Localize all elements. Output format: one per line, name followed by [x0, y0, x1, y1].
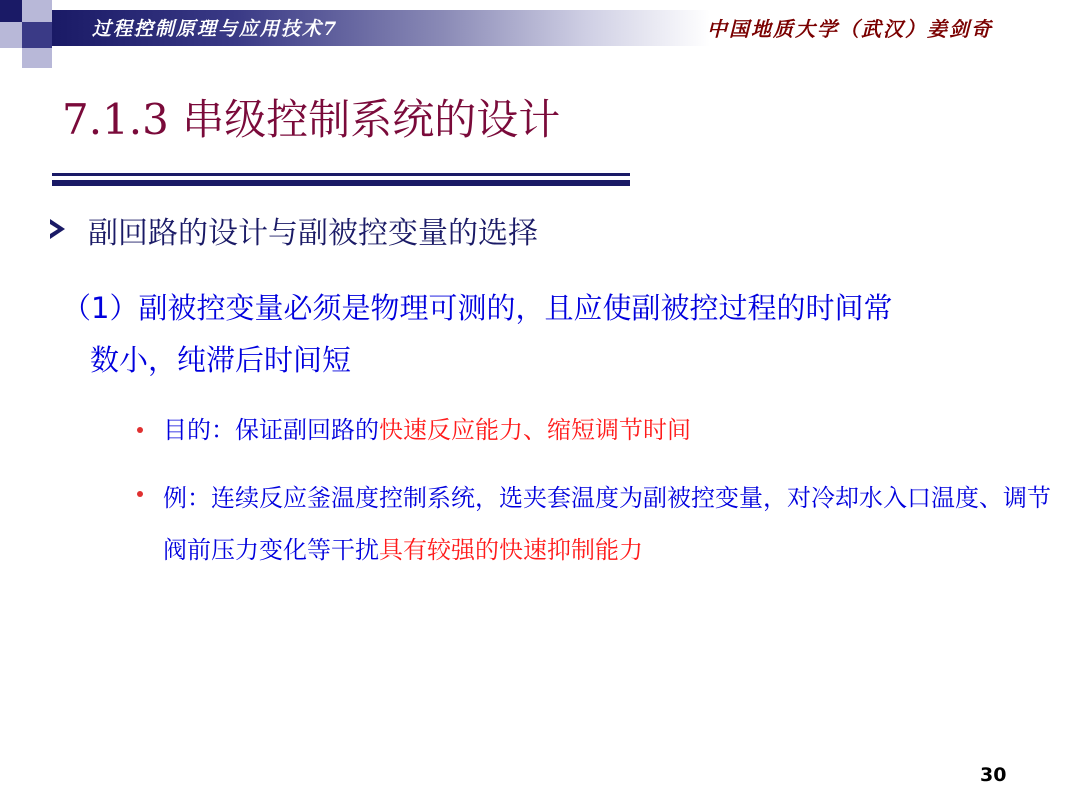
bullet-heading: 副回路的设计与副被控变量的选择 — [88, 216, 538, 251]
page-number: 30 — [980, 764, 1007, 786]
paragraph-line-1: （1）副被控变量必须是物理可测的，且应使副被控过程的时间常 — [62, 291, 893, 325]
sub-bullet-example — [163, 472, 1063, 576]
arrow-bullet-icon — [50, 219, 65, 239]
sub-bullet-dot-2 — [137, 491, 143, 497]
purpose-text: 目的：保证副回路的 — [163, 416, 379, 444]
example-text: 例：连续反应釜温度控制系统，选夹套温度为副被控变量，对冷却水入口温度、调节阀前压力变化等干扰 — [163, 484, 1051, 564]
purpose-emphasis: 快速反应能力、缩短调节时间 — [379, 416, 691, 444]
title-rule-thick — [52, 180, 630, 186]
sub-bullet-purpose — [163, 410, 691, 450]
header-square-3 — [0, 22, 22, 48]
header-course-title: 过程控制原理与应用技术7 — [92, 18, 339, 40]
header-square-4 — [22, 22, 52, 48]
paragraph-line-2: 数小，纯滞后时间短 — [90, 343, 352, 377]
example-emphasis: 具有较强的快速抑制能力 — [379, 536, 643, 564]
header-square-5 — [22, 48, 52, 68]
header-square-1 — [0, 0, 22, 22]
slide-title: 7.1.3 串级控制系统的设计 — [62, 95, 561, 144]
paragraph-requirement — [62, 282, 1062, 386]
header-university: 中国地质大学（武汉）姜剑奇 — [707, 17, 993, 41]
sub-bullet-dot-1 — [137, 427, 143, 433]
title-rule-thin — [52, 173, 630, 176]
header-square-2 — [22, 0, 52, 22]
